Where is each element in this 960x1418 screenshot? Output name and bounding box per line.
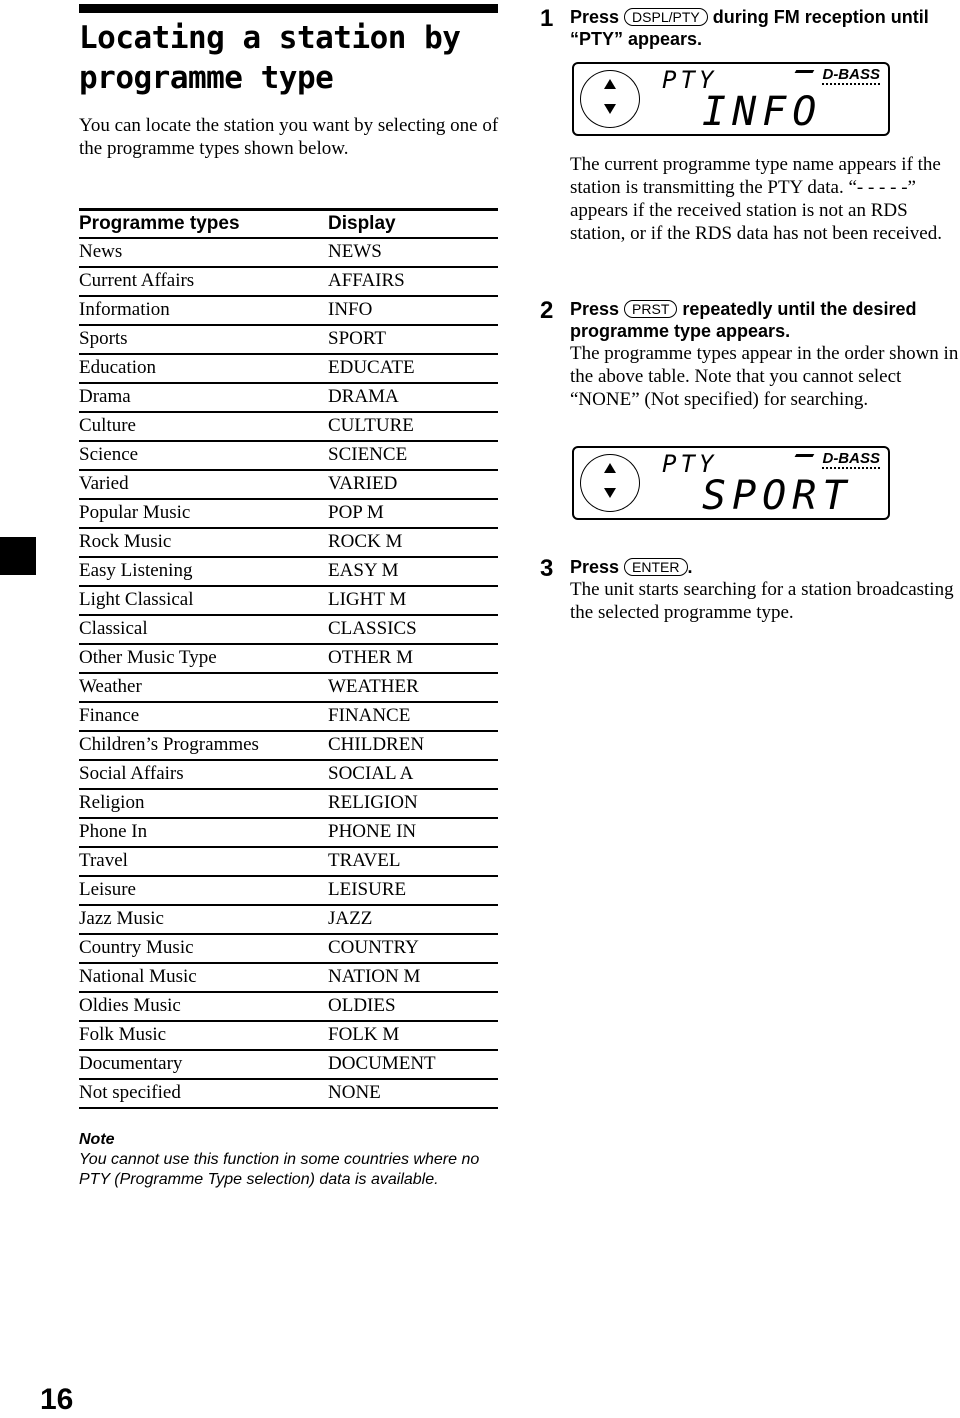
table-row bbox=[79, 702, 498, 731]
arrow-up-icon bbox=[604, 463, 616, 473]
column-header-programme-types: Programme types bbox=[79, 212, 240, 234]
display-name-cell: VARIED bbox=[328, 473, 398, 494]
lcd-main-text: SPORT bbox=[702, 473, 853, 519]
step-instruction: Press DSPL/PTY during FM reception until “PTY” appears. bbox=[570, 7, 929, 49]
display-name-cell: SPORT bbox=[328, 328, 386, 349]
table-row bbox=[79, 992, 498, 1021]
table-row bbox=[79, 644, 498, 673]
programme-type-cell: Other Music Type bbox=[79, 647, 217, 668]
programme-type-cell: Culture bbox=[79, 415, 136, 436]
table-row bbox=[79, 354, 498, 383]
table-header-row bbox=[79, 210, 498, 238]
table-row bbox=[79, 1079, 498, 1108]
display-name-cell: PHONE IN bbox=[328, 821, 417, 842]
display-name-cell: DOCUMENT bbox=[328, 1053, 436, 1074]
step-number: 2 bbox=[540, 297, 554, 324]
display-name-cell: CULTURE bbox=[328, 415, 414, 436]
programme-type-cell: Weather bbox=[79, 676, 142, 697]
display-name-cell: LEISURE bbox=[328, 879, 407, 900]
table-row bbox=[79, 876, 498, 905]
note-text: You cannot use this function in some countries where no PTY (Programme Type selection) data is available. bbox=[79, 1151, 480, 1188]
programme-type-cell: Rock Music bbox=[79, 531, 172, 552]
display-name-cell: TRAVEL bbox=[328, 850, 401, 871]
step-instruction: Press PRST repeatedly until the desired programme type appears. bbox=[570, 299, 917, 341]
display-name-cell: CLASSICS bbox=[328, 618, 417, 639]
lcd-mode-indicator: PTY bbox=[662, 66, 718, 94]
display-name-cell: FINANCE bbox=[328, 705, 411, 726]
display-name-cell: SCIENCE bbox=[328, 444, 408, 465]
step-1-body bbox=[540, 153, 960, 245]
programme-type-cell: Drama bbox=[79, 386, 131, 407]
table-row bbox=[79, 673, 498, 702]
programme-type-cell: Information bbox=[79, 299, 170, 320]
display-name-cell: COUNTRY bbox=[328, 937, 419, 958]
table-row bbox=[79, 238, 498, 267]
lcd-display-pty-info bbox=[572, 62, 890, 136]
display-name-cell: OTHER M bbox=[328, 647, 413, 668]
programme-type-cell: Classical bbox=[79, 618, 148, 639]
table-row bbox=[79, 296, 498, 325]
lcd-display-pty-sport bbox=[572, 446, 890, 520]
section-tab-marker bbox=[0, 537, 36, 575]
table-row bbox=[79, 934, 498, 963]
display-name-cell: WEATHER bbox=[328, 676, 419, 697]
step-number: 1 bbox=[540, 5, 554, 32]
arrow-down-icon bbox=[604, 488, 616, 498]
dbass-badge: D-BASS bbox=[822, 66, 880, 83]
step-1 bbox=[540, 6, 960, 50]
table-row bbox=[79, 412, 498, 441]
display-name-cell: NONE bbox=[328, 1082, 381, 1103]
programme-type-cell: Folk Music bbox=[79, 1024, 167, 1045]
programme-type-cell: Religion bbox=[79, 792, 145, 813]
programme-type-table-body bbox=[79, 238, 498, 1108]
programme-type-cell: Education bbox=[79, 357, 157, 378]
table-row bbox=[79, 267, 498, 296]
programme-type-cell: Not specified bbox=[79, 1082, 181, 1103]
programme-type-cell: Documentary bbox=[79, 1053, 183, 1074]
arrow-down-icon bbox=[604, 104, 616, 114]
dspl-pty-key-icon: DSPL/PTY bbox=[624, 8, 708, 26]
programme-type-cell: Travel bbox=[79, 850, 128, 871]
dbass-badge: D-BASS bbox=[822, 450, 880, 467]
column-header-display: Display bbox=[328, 212, 396, 234]
table-row bbox=[79, 789, 498, 818]
display-name-cell: POP M bbox=[328, 502, 384, 523]
programme-type-cell: Social Affairs bbox=[79, 763, 184, 784]
programme-type-cell: Sports bbox=[79, 328, 128, 349]
table-row bbox=[79, 963, 498, 992]
step-3 bbox=[540, 556, 960, 624]
programme-type-cell: Easy Listening bbox=[79, 560, 193, 581]
table-row bbox=[79, 1050, 498, 1079]
display-name-cell: FOLK M bbox=[328, 1024, 400, 1045]
arrow-up-icon bbox=[604, 79, 616, 89]
programme-type-cell: Current Affairs bbox=[79, 270, 195, 291]
display-name-cell: NATION M bbox=[328, 966, 421, 987]
programme-type-cell: Popular Music bbox=[79, 502, 191, 523]
display-name-cell: NEWS bbox=[328, 241, 382, 262]
programme-type-cell: News bbox=[79, 241, 123, 262]
display-name-cell: DRAMA bbox=[328, 386, 399, 407]
programme-type-cell: Light Classical bbox=[79, 589, 194, 610]
table-row bbox=[79, 731, 498, 760]
programme-type-cell: Oldies Music bbox=[79, 995, 181, 1016]
dbass-indicator-icon bbox=[792, 70, 815, 78]
table-row bbox=[79, 615, 498, 644]
title-rule bbox=[79, 4, 498, 13]
display-name-cell: INFO bbox=[328, 299, 373, 320]
table-row bbox=[79, 499, 498, 528]
table-row bbox=[79, 557, 498, 586]
table-row bbox=[79, 1021, 498, 1050]
prst-key-icon: PRST bbox=[624, 300, 677, 318]
programme-type-cell: Children’s Programmes bbox=[79, 734, 259, 755]
table-row bbox=[79, 470, 498, 499]
table-row bbox=[79, 847, 498, 876]
table-row bbox=[79, 528, 498, 557]
programme-type-cell: Varied bbox=[79, 473, 129, 494]
display-name-cell: EASY M bbox=[328, 560, 399, 581]
programme-type-cell: Jazz Music bbox=[79, 908, 164, 929]
dbass-indicator-icon bbox=[792, 454, 815, 462]
step-description: The programme types appear in the order shown in the above table. Note that you cannot select “NONE” (Not specified) for searching. bbox=[570, 343, 959, 410]
table-row bbox=[79, 905, 498, 934]
programme-type-cell: Finance bbox=[79, 705, 140, 726]
display-name-cell: AFFAIRS bbox=[328, 270, 405, 291]
page-number: 16 bbox=[40, 1383, 74, 1416]
table-row bbox=[79, 383, 498, 412]
display-name-cell: JAZZ bbox=[328, 908, 373, 929]
programme-type-table bbox=[79, 208, 498, 1109]
programme-type-cell: Leisure bbox=[79, 879, 136, 900]
programme-type-cell: Country Music bbox=[79, 937, 194, 958]
step-description: The unit starts searching for a station broadcasting the selected programme type. bbox=[570, 579, 954, 623]
lcd-mode-indicator: PTY bbox=[662, 450, 718, 478]
display-name-cell: SOCIAL A bbox=[328, 763, 414, 784]
step-instruction: Press ENTER . bbox=[570, 557, 693, 577]
step-2 bbox=[540, 298, 960, 411]
lcd-main-text: INFO bbox=[702, 89, 823, 135]
display-name-cell: OLDIES bbox=[328, 995, 396, 1016]
programme-type-cell: Science bbox=[79, 444, 139, 465]
note-title: Note bbox=[79, 1131, 115, 1148]
display-name-cell: LIGHT M bbox=[328, 589, 407, 610]
table-row bbox=[79, 325, 498, 354]
step-description: The current programme type name appears if the station is transmitting the PTY data. “- - - - -” appears if the received station is not an RDS station, or if the RDS data has not been received. bbox=[570, 154, 942, 244]
table-row bbox=[79, 586, 498, 615]
page-title: Locating a station by programme type bbox=[79, 20, 461, 96]
programme-type-cell: Phone In bbox=[79, 821, 148, 842]
display-name-cell: CHILDREN bbox=[328, 734, 425, 755]
table-row bbox=[79, 818, 498, 847]
intro-text: You can locate the station you want by selecting one of the programme types shown below. bbox=[79, 115, 499, 159]
display-name-cell: EDUCATE bbox=[328, 357, 415, 378]
enter-key-icon: ENTER bbox=[624, 558, 687, 576]
programme-type-cell: National Music bbox=[79, 966, 197, 987]
table-row bbox=[79, 760, 498, 789]
step-number: 3 bbox=[540, 555, 554, 582]
display-name-cell: ROCK M bbox=[328, 531, 403, 552]
table-row bbox=[79, 441, 498, 470]
note-box bbox=[79, 1130, 509, 1190]
display-name-cell: RELIGION bbox=[328, 792, 418, 813]
